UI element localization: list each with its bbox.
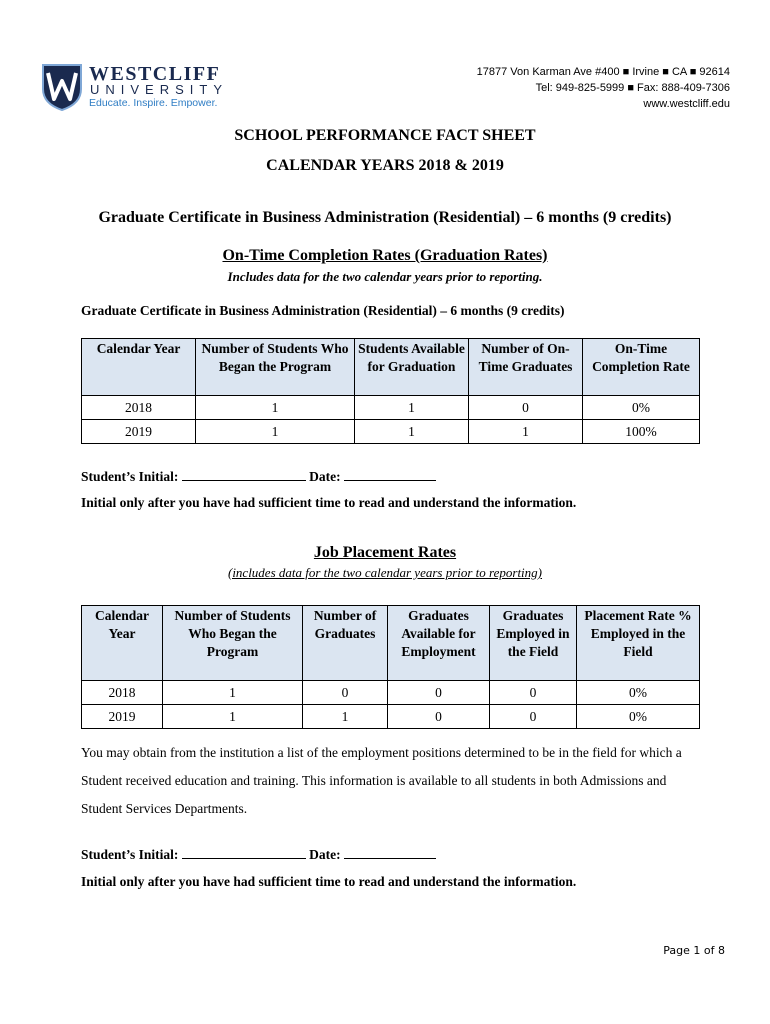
table-cell: 0 <box>490 705 577 729</box>
initial-label: Student’s Initial: <box>81 469 179 484</box>
initial-field[interactable] <box>182 469 306 481</box>
table-header-row <box>82 339 700 396</box>
column-header: Number of On-Time Graduates <box>469 339 583 396</box>
column-header: Graduates Employed in the Field <box>490 606 577 681</box>
table-cell: 100% <box>583 420 700 444</box>
table-cell: 0 <box>303 681 388 705</box>
instruction-text: Initial only after you have had sufficient time to read and understand the information. <box>81 495 577 510</box>
logo-name: WESTCLIFF <box>89 63 221 85</box>
logo-subtitle: UNIVERSITY <box>90 82 229 97</box>
date-field[interactable] <box>344 469 436 481</box>
program-title: Graduate Certificate in Business Administration (Residential) – 6 months (9 credits) <box>98 209 672 226</box>
table-cell: 1 <box>163 705 303 729</box>
employment-paragraph: You may obtain from the institution a list of the employment positions determined to be in the field for which a Student received education and training. This information is available to all students in both Admissions and Student Services Departments. <box>81 745 682 816</box>
table-cell: 0 <box>490 681 577 705</box>
table-cell: 0% <box>577 705 700 729</box>
completion-program-label: Graduate Certificate in Business Administration (Residential) – 6 months (9 credits) <box>81 303 565 318</box>
table-cell: 2018 <box>82 396 196 420</box>
table-cell: 0 <box>388 681 490 705</box>
table-cell: 1 <box>355 396 469 420</box>
table-row <box>82 705 700 729</box>
column-header: Calendar Year <box>82 339 196 396</box>
column-header: On-Time Completion Rate <box>583 339 700 396</box>
shield-w-icon <box>41 63 83 111</box>
table-cell: 0 <box>469 396 583 420</box>
initial-date-line <box>81 469 436 485</box>
table-cell: 2019 <box>82 420 196 444</box>
table-cell: 1 <box>469 420 583 444</box>
table-row <box>82 681 700 705</box>
table-cell: 1 <box>196 420 355 444</box>
page-subtitle: CALENDAR YEARS 2018 & 2019 <box>266 157 504 174</box>
completion-heading: On-Time Completion Rates (Graduation Rates) <box>222 247 548 264</box>
column-header: Graduates Available for Employment <box>388 606 490 681</box>
table-cell: 2018 <box>82 681 163 705</box>
logo-tagline: Educate. Inspire. Empower. <box>89 97 218 109</box>
table-cell: 1 <box>163 681 303 705</box>
table-row <box>82 396 700 420</box>
address-block <box>477 64 730 112</box>
page-title: SCHOOL PERFORMANCE FACT SHEET <box>234 127 536 144</box>
placement-heading: Job Placement Rates <box>313 544 457 561</box>
table-cell: 2019 <box>82 705 163 729</box>
table-header-row <box>82 606 700 681</box>
column-header: Calendar Year <box>82 606 163 681</box>
table-cell: 0 <box>388 705 490 729</box>
date-label: Date: <box>309 847 341 862</box>
placement-note: (includes data for the two calendar years prior to reporting) <box>227 565 543 580</box>
page-number: Page 1 of 8 <box>663 944 725 957</box>
column-header: Number of Students Who Began the Program <box>196 339 355 396</box>
column-header: Number of Students Who Began the Program <box>163 606 303 681</box>
table-cell: 1 <box>196 396 355 420</box>
table-cell: 1 <box>355 420 469 444</box>
completion-table <box>81 338 700 444</box>
completion-note: Includes data for the two calendar years prior to reporting. <box>227 269 543 284</box>
placement-table <box>81 605 700 729</box>
initial-date-line <box>81 847 436 863</box>
table-row <box>82 420 700 444</box>
website-line: www.westcliff.edu <box>643 98 730 110</box>
table-cell: 1 <box>303 705 388 729</box>
column-header: Number of Graduates <box>303 606 388 681</box>
phone-fax-line: Tel: 949-825-5999 ■ Fax: 888-409-7306 <box>535 82 730 94</box>
initial-label: Student’s Initial: <box>81 847 179 862</box>
initial-field[interactable] <box>182 847 306 859</box>
column-header: Students Available for Graduation <box>355 339 469 396</box>
westcliff-logo <box>41 63 231 111</box>
table-cell: 0% <box>577 681 700 705</box>
date-label: Date: <box>309 469 341 484</box>
table-cell: 0% <box>583 396 700 420</box>
address-line: 17877 Von Karman Ave #400 ■ Irvine ■ CA ■ 92614 <box>476 66 730 78</box>
instruction-text: Initial only after you have had sufficient time to read and understand the information. <box>81 874 577 889</box>
column-header: Placement Rate % Employed in the Field <box>577 606 700 681</box>
date-field[interactable] <box>344 847 436 859</box>
